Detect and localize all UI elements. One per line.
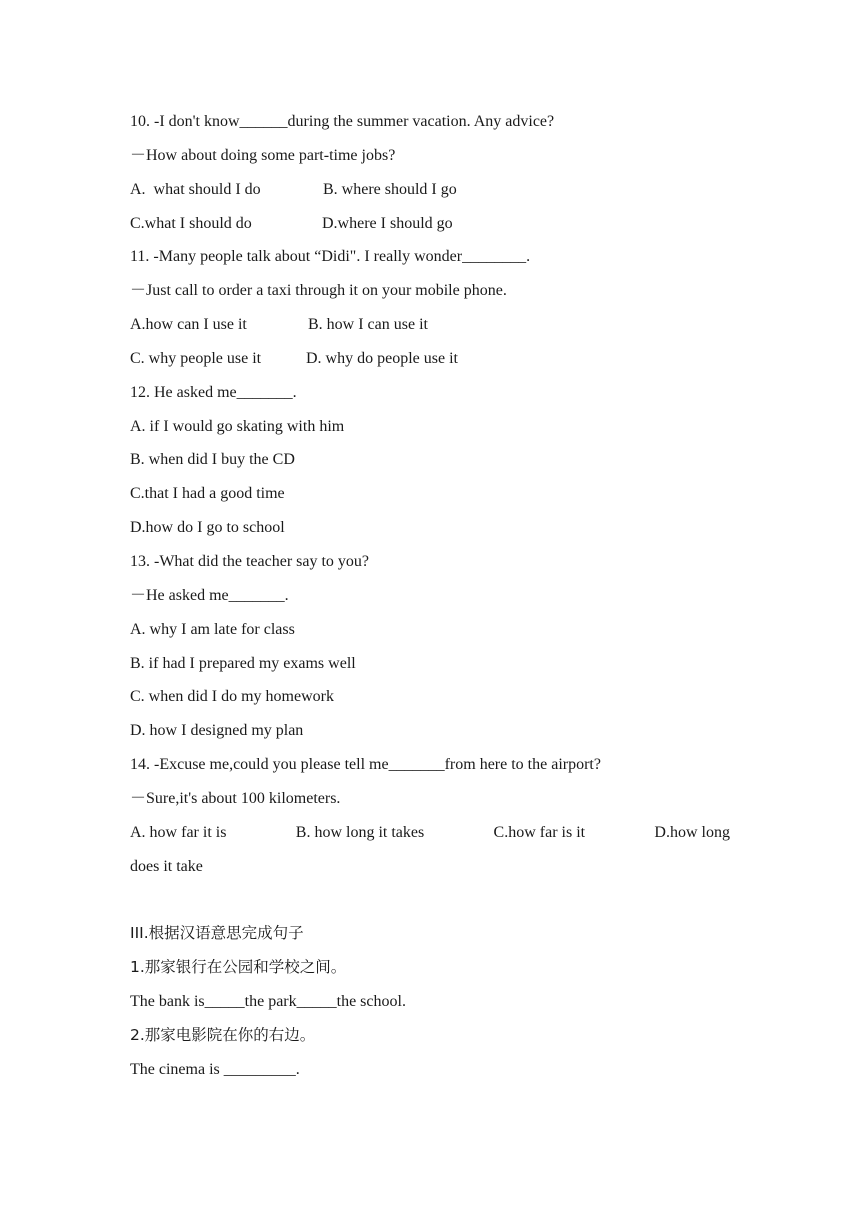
q11-options-row-2 — [130, 342, 740, 376]
q10-option-b: B. where should I go — [323, 180, 457, 198]
q12-stem: 12. He asked me_______. — [130, 383, 297, 401]
q10-option-d: D.where I should go — [322, 214, 453, 232]
section3-item1-chinese: 1.那家银行在公园和学校之间。 — [130, 958, 347, 977]
section3-title: III.根据汉语意思完成句子 — [130, 924, 304, 943]
q14-option-c: C.how far is it — [493, 823, 586, 841]
section3-item2-chinese: 2.那家电影院在你的右边。 — [130, 1025, 316, 1044]
q14-option-b: B. how long it takes — [295, 823, 425, 841]
q13-stem: 13. -What did the teacher say to you? — [130, 552, 370, 570]
q10-stem: 10. -I don't know______during the summer vacation. Any advice? — [130, 113, 555, 130]
q10-option-a: A. what should I do — [130, 180, 261, 198]
q11-option-a: A.how can I use it — [130, 316, 247, 334]
q13-option-a: A. why I am late for class — [130, 620, 295, 638]
q11-options-row-1 — [130, 308, 740, 342]
q14-reply: －Sure,it's about 100 kilometers. — [130, 789, 341, 807]
q11-option-d: D. why do people use it — [306, 349, 458, 367]
q11-reply: －Just call to order a taxi through it on your mobile phone. — [130, 282, 507, 300]
q12-option-a: A. if I would go skating with him — [130, 417, 345, 435]
q12-option-d: D.how do I go to school — [130, 519, 285, 537]
q14-stem: 14. -Excuse me,could you please tell me_______from here to the airport? — [130, 756, 601, 774]
q10-option-c: C.what I should do — [130, 214, 252, 232]
section3-item2-english: The cinema is _________. — [130, 1060, 300, 1078]
q11-option-c: C. why people use it — [130, 349, 262, 367]
section3-item1-english: The bank is_____the park_____the school. — [130, 992, 406, 1010]
q12-option-b: B. when did I buy the CD — [130, 451, 295, 469]
q14-option-d-continued: does it take — [130, 857, 203, 875]
q13-option-d: D. how I designed my plan — [130, 722, 304, 740]
q11-stem: 11. -Many people talk about “Didi". I really wonder________. — [130, 248, 531, 266]
q12-option-c: C.that I had a good time — [130, 485, 285, 503]
q13-option-c: C. when did I do my homework — [130, 688, 334, 706]
q10-reply: －How about doing some part-time jobs? — [130, 146, 396, 164]
q14-options-row — [130, 816, 730, 850]
q13-option-b: B. if had I prepared my exams well — [130, 654, 356, 672]
q14-option-a: A. how far it is — [130, 823, 227, 841]
q13-reply: －He asked me_______. — [130, 586, 289, 604]
q10-options-row-2 — [130, 207, 740, 241]
q11-option-b: B. how I can use it — [308, 316, 428, 334]
q10-options-row-1 — [130, 173, 740, 207]
document-body — [130, 105, 740, 1086]
section-spacer — [130, 883, 740, 917]
q14-option-d: D.how long — [654, 823, 730, 841]
